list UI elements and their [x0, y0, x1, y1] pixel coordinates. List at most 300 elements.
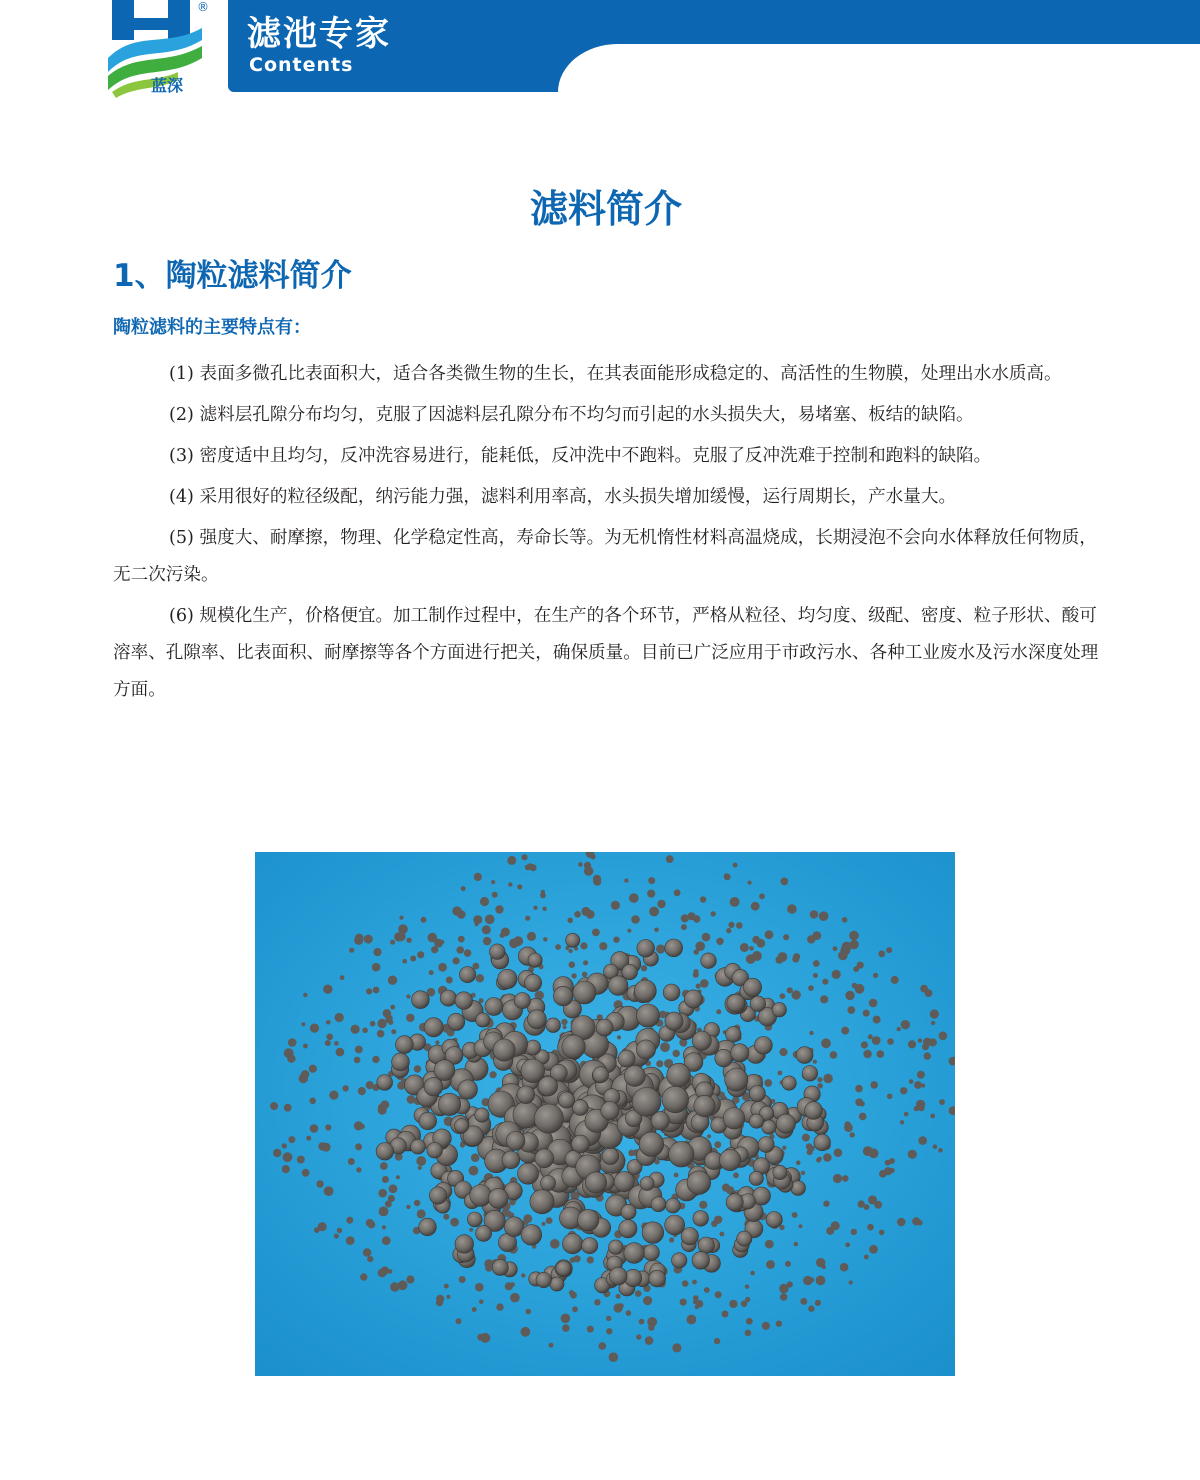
- small-grain: [847, 1006, 855, 1014]
- small-grain: [674, 889, 681, 896]
- ceramsite-pellet: [475, 1108, 489, 1122]
- small-grain: [624, 878, 628, 882]
- small-grain: [780, 1293, 788, 1301]
- ceramsite-pellet: [715, 1049, 733, 1067]
- registered-mark: ®: [197, 0, 209, 14]
- small-grain: [921, 1083, 925, 1087]
- small-grain: [834, 1148, 843, 1157]
- small-grain: [779, 1048, 787, 1056]
- small-grain: [453, 957, 460, 964]
- ceramsite-pellet: [651, 1197, 666, 1212]
- small-grain: [780, 878, 788, 886]
- small-grain: [611, 901, 620, 910]
- small-grain: [904, 1112, 909, 1117]
- small-grain: [464, 949, 472, 957]
- small-grain: [636, 1334, 641, 1339]
- small-grain: [842, 917, 848, 923]
- small-grain: [284, 1048, 294, 1058]
- ceramsite-pellet: [665, 1215, 685, 1235]
- small-grain: [629, 893, 639, 903]
- ceramsite-pellet: [609, 1267, 627, 1285]
- small-grain: [416, 1156, 426, 1166]
- small-grain: [665, 1062, 669, 1066]
- small-grain: [373, 948, 381, 956]
- small-grain: [574, 911, 581, 918]
- small-grain: [355, 1046, 363, 1054]
- ceramsite-pellet: [585, 1172, 606, 1193]
- ceramsite-pellet: [772, 1003, 786, 1017]
- small-grain: [378, 1106, 387, 1115]
- ceramsite-pellet: [553, 986, 573, 1006]
- ceramsite-pellet: [621, 1204, 636, 1219]
- ceramsite-pellet: [782, 1076, 796, 1090]
- ceramsite-pellet: [514, 993, 530, 1009]
- small-grain: [714, 1338, 720, 1344]
- small-grain: [938, 1148, 943, 1153]
- small-grain: [586, 910, 595, 919]
- ceramsite-pellet: [440, 990, 456, 1006]
- ceramsite-pellet: [601, 1102, 619, 1120]
- small-grain: [521, 1273, 525, 1277]
- small-grain: [406, 1275, 414, 1283]
- small-grain: [669, 1237, 674, 1242]
- small-grain: [609, 1352, 619, 1362]
- small-grain: [469, 1166, 479, 1176]
- ceramsite-pellet: [632, 1088, 661, 1117]
- small-grain: [863, 1010, 870, 1017]
- small-grain: [346, 1236, 355, 1245]
- ceramsite-pellet: [622, 964, 638, 980]
- small-grain: [599, 1342, 607, 1350]
- ceramsite-pellet: [424, 1018, 443, 1037]
- small-grain: [845, 991, 854, 1000]
- ceramsite-pellet: [693, 1211, 709, 1227]
- ceramsite-pellet: [448, 1013, 465, 1030]
- small-grain: [561, 1019, 567, 1025]
- small-grain: [599, 942, 607, 950]
- small-grain: [461, 886, 466, 891]
- ceramsite-pellet: [649, 1270, 666, 1287]
- small-grain: [382, 1176, 389, 1183]
- small-grain: [363, 1248, 372, 1257]
- feature-paragraph-2: (2) 滤料层孔隙分布均匀，克服了因滤料层孔隙分布不均匀而引起的水头损失大，易堵塞、板结的缺陷。: [169, 405, 974, 425]
- small-grain: [325, 1040, 331, 1046]
- ceramsite-pellet: [619, 1220, 637, 1238]
- small-grain: [730, 897, 740, 907]
- small-grain: [855, 1085, 863, 1093]
- small-grain: [863, 1146, 873, 1156]
- small-grain: [482, 925, 491, 934]
- small-grain: [329, 1091, 338, 1100]
- small-grain: [762, 1322, 770, 1330]
- small-grain: [390, 940, 395, 945]
- small-grain: [648, 877, 655, 884]
- small-grain: [402, 959, 407, 964]
- small-grain: [887, 1094, 893, 1100]
- small-grain: [380, 1162, 388, 1170]
- ceramsite-pellet: [455, 992, 473, 1010]
- small-grain: [879, 1230, 885, 1236]
- small-grain: [831, 1221, 840, 1230]
- small-grain: [819, 911, 829, 921]
- small-grain: [407, 1095, 416, 1104]
- ceramsite-pellet: [776, 1114, 795, 1133]
- ceramsite-pellet: [669, 1142, 694, 1167]
- small-grain: [428, 933, 438, 943]
- small-grain: [406, 1014, 414, 1022]
- ceramsite-pellet: [476, 1225, 492, 1241]
- ceramsite-pellet: [802, 1066, 818, 1082]
- small-grain: [472, 1307, 477, 1312]
- ceramsite-pellet: [726, 1027, 742, 1043]
- small-grain: [446, 1295, 450, 1299]
- small-grain: [390, 1282, 399, 1291]
- small-grain: [627, 929, 631, 933]
- small-grain: [390, 1005, 395, 1010]
- small-grain: [410, 956, 416, 962]
- small-grain: [823, 1201, 829, 1207]
- small-grain: [495, 905, 503, 913]
- small-grain: [787, 987, 793, 993]
- small-grain: [617, 1035, 621, 1039]
- small-grain: [641, 965, 647, 971]
- small-grain: [438, 963, 447, 972]
- ceramsite-pellet: [470, 1185, 492, 1207]
- small-grain: [446, 977, 453, 984]
- small-grain: [283, 1152, 293, 1162]
- small-grain: [873, 1016, 881, 1024]
- small-grain: [496, 1303, 503, 1310]
- small-grain: [776, 1321, 782, 1327]
- ceramsite-pellet: [663, 984, 680, 1001]
- small-grain: [510, 1293, 520, 1303]
- small-grain: [765, 930, 774, 939]
- section-title: 1、陶粒滤料简介: [113, 258, 352, 294]
- small-grain: [879, 1170, 887, 1178]
- small-grain: [485, 915, 495, 925]
- small-grain: [373, 987, 380, 994]
- small-grain: [754, 937, 758, 941]
- small-grain: [364, 935, 373, 944]
- small-grain: [886, 947, 892, 953]
- small-grain: [635, 1290, 642, 1297]
- small-grain: [908, 1040, 916, 1048]
- small-grain: [282, 1165, 290, 1173]
- small-grain: [316, 1180, 323, 1187]
- small-grain: [542, 907, 546, 911]
- small-grain: [861, 1041, 868, 1048]
- small-grain: [874, 1201, 882, 1209]
- small-grain: [682, 1280, 689, 1287]
- small-grain: [692, 1280, 697, 1285]
- small-grain: [282, 1143, 287, 1148]
- small-grain: [939, 1032, 948, 1041]
- ceramsite-pellet: [455, 1119, 469, 1133]
- small-grain: [863, 1050, 871, 1058]
- small-grain: [349, 948, 354, 953]
- ceramsite-pellet: [758, 1137, 774, 1153]
- ceramsite-photo: [255, 852, 955, 1376]
- small-grain: [897, 1218, 906, 1227]
- small-grain: [326, 1020, 331, 1025]
- ceramsite-pellet: [634, 980, 656, 1002]
- small-grain: [745, 1285, 749, 1289]
- ceramsite-pellet: [427, 1143, 443, 1159]
- small-grain: [273, 1149, 281, 1157]
- small-grain: [802, 1134, 810, 1142]
- ceramsite-pellet: [467, 1212, 482, 1227]
- small-grain: [909, 1079, 914, 1084]
- small-grain: [838, 951, 848, 961]
- small-grain: [666, 855, 674, 863]
- small-grain: [382, 1225, 386, 1229]
- small-grain: [362, 1028, 368, 1034]
- small-grain: [656, 944, 665, 953]
- small-grain: [429, 970, 434, 975]
- ceramsite-pellet: [642, 1222, 664, 1244]
- ceramsite-pellet: [517, 1086, 535, 1104]
- ceramsite-pellet: [593, 1067, 609, 1083]
- small-grain: [912, 1217, 920, 1225]
- ceramsite-pellet: [737, 1231, 752, 1246]
- ceramsite-pellet: [540, 1176, 555, 1191]
- ceramsite-pellet: [636, 1004, 659, 1027]
- small-grain: [491, 880, 495, 884]
- ceramsite-pellet: [521, 1059, 545, 1083]
- small-grain: [681, 924, 687, 930]
- ceramsite-pellet: [723, 1108, 745, 1130]
- ceramsite-pellet: [665, 939, 683, 957]
- small-grain: [803, 1276, 812, 1285]
- small-grain: [572, 1306, 578, 1312]
- ceramsite-pellet: [666, 1198, 681, 1213]
- small-grain: [517, 884, 522, 889]
- small-grain: [707, 1134, 711, 1138]
- small-grain: [382, 1236, 391, 1245]
- small-grain: [458, 936, 465, 943]
- header-subtitle: Contents: [249, 54, 354, 76]
- small-grain: [873, 973, 878, 978]
- ceramsite-pellet: [566, 933, 580, 947]
- small-grain: [900, 1087, 907, 1094]
- header-title: 滤池专家: [247, 14, 391, 54]
- small-grain: [657, 900, 665, 908]
- small-grain: [492, 892, 498, 898]
- small-grain: [647, 890, 655, 898]
- small-grain: [351, 1025, 360, 1034]
- small-grain: [752, 951, 762, 961]
- small-grain: [322, 1143, 331, 1152]
- small-grain: [337, 1228, 342, 1233]
- small-grain: [695, 941, 705, 951]
- small-grain: [778, 1071, 783, 1076]
- small-grain: [510, 1282, 515, 1287]
- small-grain: [813, 973, 818, 978]
- page-title: 滤料简介: [529, 187, 682, 231]
- small-grain: [816, 1258, 825, 1267]
- small-grain: [456, 1318, 462, 1324]
- small-grain: [815, 1300, 821, 1306]
- ceramsite-pellet: [458, 1080, 477, 1099]
- small-grain: [782, 1146, 786, 1150]
- small-grain: [543, 937, 547, 941]
- small-grain: [471, 1153, 480, 1162]
- ceramsite-pellet: [562, 1035, 585, 1058]
- small-grain: [751, 902, 760, 911]
- small-grain: [868, 1034, 873, 1039]
- small-grain: [715, 1216, 722, 1223]
- ceramsite-pellet: [578, 1209, 599, 1230]
- small-grain: [931, 1021, 935, 1025]
- small-grain: [918, 1038, 922, 1042]
- small-grain: [334, 1234, 339, 1239]
- small-grain: [569, 1290, 574, 1295]
- small-grain: [391, 1029, 396, 1034]
- small-grain: [372, 1056, 379, 1063]
- small-grain: [406, 994, 410, 998]
- ceramsite-pellet: [424, 1077, 443, 1096]
- ceramsite-pellet: [535, 1149, 554, 1168]
- small-grain: [764, 1079, 772, 1087]
- small-grain: [325, 1124, 331, 1130]
- small-grain: [593, 878, 601, 886]
- small-grain: [377, 1030, 385, 1038]
- small-grain: [672, 1343, 681, 1352]
- small-grain: [820, 995, 828, 1003]
- ceramsite-pellet: [725, 1068, 748, 1091]
- ceramsite-pellet: [667, 1063, 691, 1087]
- ceramsite-pellet: [749, 1171, 763, 1185]
- small-grain: [508, 882, 512, 886]
- small-grain: [696, 984, 701, 989]
- ceramsite-pellet: [614, 1171, 634, 1191]
- ceramsite-pellet: [681, 1228, 698, 1245]
- small-grain: [748, 881, 752, 885]
- small-grain: [722, 1311, 729, 1318]
- small-grain: [656, 1060, 663, 1067]
- ceramsite-pellet: [377, 1075, 393, 1091]
- small-grain: [840, 1263, 849, 1272]
- ceramsite-pellet: [572, 1135, 590, 1153]
- small-grain: [673, 1050, 680, 1057]
- small-grain: [878, 950, 885, 957]
- small-grain: [920, 985, 928, 993]
- ceramsite-pellet: [488, 1188, 508, 1208]
- ceramsite-pellet: [521, 1225, 542, 1246]
- small-grain: [302, 1169, 310, 1177]
- small-grain: [800, 1298, 807, 1305]
- small-grain: [887, 1038, 894, 1045]
- small-grain: [377, 1019, 386, 1028]
- small-grain: [693, 972, 699, 978]
- small-grain: [587, 1256, 594, 1263]
- small-grain: [396, 1175, 400, 1179]
- small-grain: [323, 985, 332, 994]
- ceramsite-pellet: [596, 1019, 613, 1036]
- small-grain: [335, 1013, 344, 1022]
- small-grain: [334, 1041, 339, 1046]
- feature-paragraph-5: (5) 强度大、耐摩擦，物理、化学稳定性高，寿命长等。为无机惰性材料高温烧成，长期浸泡不会向水体释放任何物质，无二次污染。: [113, 528, 1097, 585]
- ceramsite-pellet: [502, 1151, 520, 1169]
- ceramsite-pellet: [376, 1143, 394, 1161]
- small-grain: [849, 931, 859, 941]
- small-grain: [842, 1175, 849, 1182]
- small-grain: [555, 944, 561, 950]
- small-grain: [649, 907, 659, 917]
- small-grain: [501, 928, 510, 937]
- ceramsite-pellet: [698, 1237, 714, 1253]
- ceramsite-pellet: [534, 1104, 563, 1133]
- small-grain: [303, 993, 307, 997]
- small-grain: [765, 1240, 774, 1249]
- small-grain: [540, 893, 546, 899]
- ceramsite-pellet: [525, 974, 542, 991]
- small-grain: [851, 1229, 857, 1235]
- ceramsite-pellet: [755, 1037, 773, 1055]
- small-grain: [378, 1189, 387, 1198]
- small-grain: [939, 1099, 945, 1105]
- small-grain: [417, 951, 424, 958]
- ceramsite-pellet: [727, 994, 745, 1012]
- small-grain: [700, 979, 709, 988]
- small-grain: [900, 1120, 904, 1124]
- ceramsite-pellet: [743, 978, 761, 996]
- ceramsite-pellet: [412, 991, 430, 1009]
- small-grain: [660, 1042, 670, 1052]
- small-grain: [606, 1328, 612, 1334]
- small-grain: [792, 1212, 798, 1218]
- small-grain: [812, 931, 821, 940]
- small-grain: [475, 922, 479, 926]
- ceramsite-pellet: [392, 1053, 410, 1071]
- small-grain: [908, 1150, 917, 1159]
- small-grain: [386, 1018, 391, 1023]
- small-grain: [872, 1036, 881, 1045]
- small-grain: [845, 1242, 850, 1247]
- small-grain: [779, 1225, 784, 1230]
- small-grain: [342, 1085, 348, 1091]
- small-grain: [724, 873, 730, 879]
- small-grain: [885, 1160, 891, 1166]
- ceramsite-pellet: [624, 1065, 645, 1086]
- small-grain: [480, 897, 489, 906]
- small-grain: [821, 1038, 831, 1048]
- ceramsite-pellet: [749, 1114, 763, 1128]
- small-grain: [378, 1269, 387, 1278]
- ceramsite-pellet: [492, 1259, 508, 1275]
- small-grain: [830, 1051, 838, 1059]
- small-grain: [693, 1300, 697, 1304]
- small-grain: [914, 1081, 922, 1089]
- small-grain: [340, 975, 345, 980]
- small-grain: [917, 1071, 925, 1079]
- small-grain: [370, 1021, 376, 1027]
- small-grain: [728, 922, 734, 928]
- small-grain: [284, 1104, 292, 1112]
- ceramsite-pellet: [618, 1050, 635, 1067]
- small-grain: [542, 1222, 546, 1226]
- small-grain: [822, 979, 828, 985]
- small-grain: [418, 1166, 422, 1170]
- small-grain: [356, 1167, 361, 1172]
- small-grain: [346, 1217, 353, 1224]
- small-grain: [358, 1087, 366, 1095]
- small-grain: [354, 936, 363, 945]
- small-grain: [521, 1327, 531, 1337]
- ceramsite-pellet: [559, 1092, 575, 1108]
- ceramsite-pellet: [396, 1036, 414, 1054]
- small-grain: [568, 949, 572, 953]
